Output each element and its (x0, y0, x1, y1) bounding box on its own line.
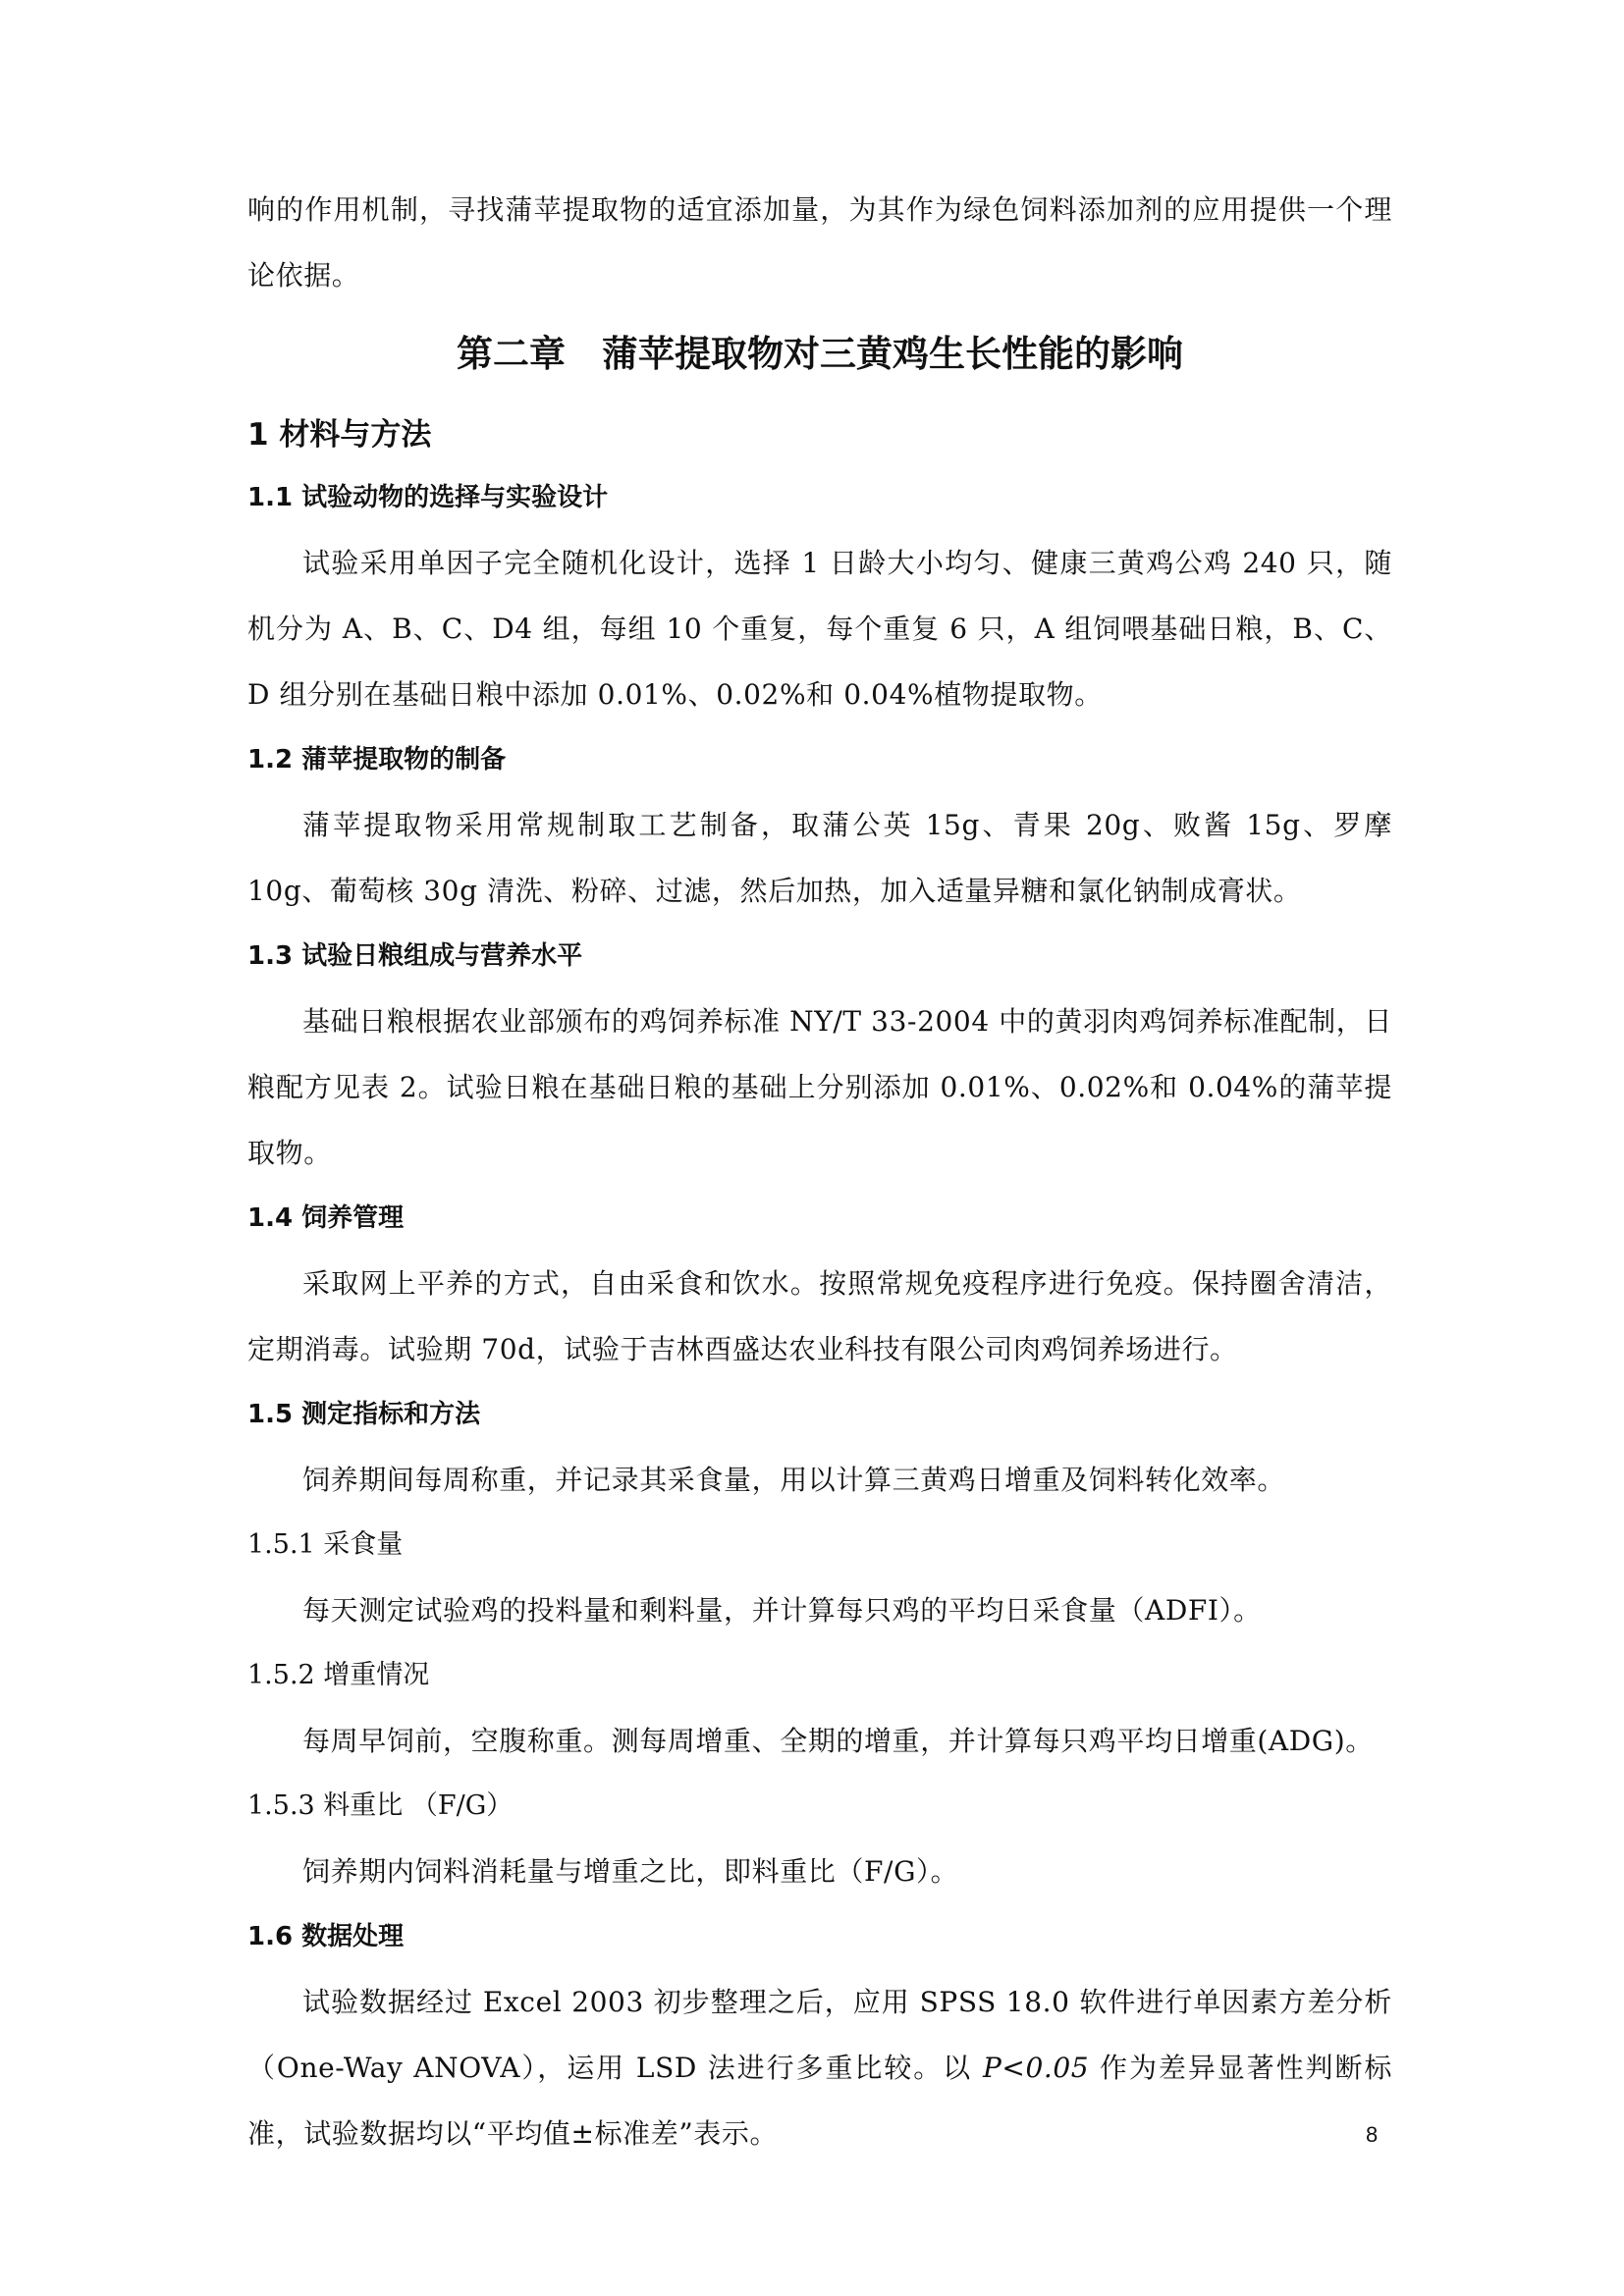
paragraph-1-4: 采取网上平养的方式，自由采食和饮水。按照常规免疫程序进行免疫。保持圈舍清洁，定期消毒。试验期 70d，试验于吉林酉盛达农业科技有限公司肉鸡饲养场进行。 (247, 1267, 1392, 1365)
chapter-title: 第二章 蒲苹提取物对三黄鸡生长性能的影响 (457, 333, 1183, 375)
heading-1-6: 1.6 数据处理 (247, 1922, 405, 1951)
paragraph-1-5: 饲养期间每周称重，并记录其采食量，用以计算三黄鸡日增重及饲料转化效率。 (302, 1464, 1286, 1496)
paragraph-1-1: 试验采用单因子完全随机化设计，选择 1 日龄大小均匀、健康三黄鸡公鸡 240 只，随机分为 A、B、C、D4 组，每组 10 个重复，每个重复 6 只，A 组饲喂基础日粮，B、C、D 组分别在基础日粮中添加 0.01%、0.02%和 0.04%植物提取物。 (247, 547, 1392, 711)
heading-1-2: 1.2 蒲苹提取物的制备 (247, 745, 507, 774)
paragraph-1-6-text-after: 作为差异显著性判断标准，试验数据均以“平均值±标准差”表示。 (247, 2052, 1392, 2150)
significance-threshold: P<0.05 (982, 2052, 1090, 2084)
intro-paragraph: 响的作用机制，寻找蒲苹提取物的适宜添加量，为其作为绿色饲料添加剂的应用提供一个理论依据。 (247, 193, 1392, 292)
heading-1-5-3: 1.5.3 料重比 （F/G） (247, 1790, 514, 1821)
page-body (247, 177, 1392, 2166)
paragraph-1-2: 蒲苹提取物采用常规制取工艺制备，取蒲公英 15g、青果 20g、败酱 15g、罗摩 10g、葡萄核 30g 清洗、粉碎、过滤，然后加热，加入适量异糖和氯化钠制成膏状。 (247, 809, 1392, 907)
heading-1-1: 1.1 试验动物的选择与实验设计 (247, 483, 609, 512)
paragraph-1-6-text-before: 试验数据经过 Excel 2003 初步整理之后，应用 SPSS 18.0 软件进行单因素方差分析（One-Way ANOVA），运用 LSD 法进行多重比较。以 (247, 1986, 1392, 2084)
section-heading-materials-methods: 1 材料与方法 (247, 417, 432, 453)
paragraph-1-5-3: 饲养期内饲料消耗量与增重之比，即料重比（F/G）。 (302, 1855, 959, 1888)
paragraph-1-5-2: 每周早饲前，空腹称重。测每周增重、全期的增重，并计算每只鸡平均日增重(ADG)。 (302, 1725, 1374, 1757)
heading-1-5-2: 1.5.2 增重情况 (247, 1660, 430, 1690)
heading-1-4: 1.4 饲养管理 (247, 1203, 405, 1233)
heading-1-3: 1.3 试验日粮组成与营养水平 (247, 941, 583, 971)
paragraph-1-6 (247, 1969, 1392, 2166)
heading-1-5: 1.5 测定指标和方法 (247, 1400, 481, 1429)
page-number: 8 (1366, 2122, 1379, 2147)
paragraph-1-3: 基础日粮根据农业部颁布的鸡饲养标准 NY/T 33-2004 中的黄羽肉鸡饲养标准配制，日粮配方见表 2。试验日粮在基础日粮的基础上分别添加 0.01%、0.02%和 0.04%的蒲苹提取物。 (247, 1005, 1392, 1169)
heading-1-5-1: 1.5.1 采食量 (247, 1529, 404, 1560)
paragraph-1-5-1: 每天测定试验鸡的投料量和剩料量，并计算每只鸡的平均日采食量（ADFI）。 (302, 1594, 1262, 1627)
